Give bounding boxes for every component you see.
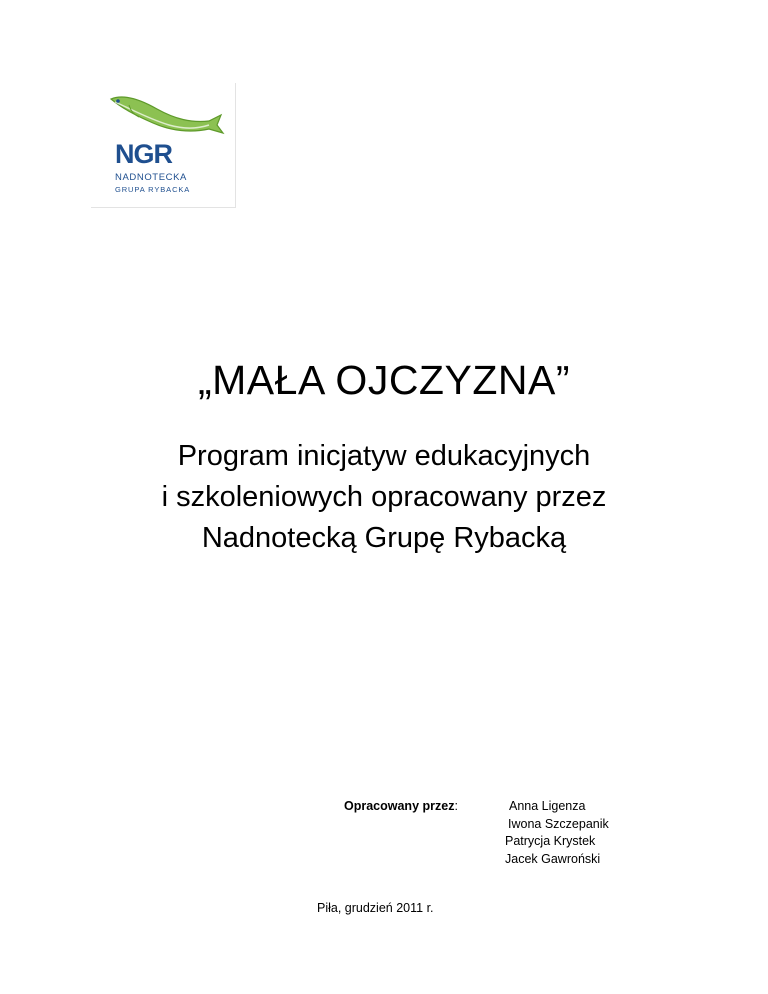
subtitle-line: Program inicjatyw edukacyjnych [177,440,591,472]
author-name: Anna Ligenza [509,799,586,813]
fish-logo-icon [91,83,235,207]
prepared-by-label-text: Opracowany przez [344,799,455,813]
ngr-logo [91,83,236,208]
logo-line1: NADNOTECKA [115,172,187,183]
logo-line2: GRUPA RYBACKA [115,185,191,194]
subtitle-line: i szkoleniowych opracowany przez [161,481,607,513]
subtitle-line: Nadnotecką Grupę Rybacką [201,522,567,554]
logo-monogram: NGR [115,139,172,169]
author-name: Patrycja Krystek [505,834,596,848]
author-name: Iwona Szczepanik [508,816,609,831]
author-name: Jacek Gawroński [505,851,601,866]
authors-list [500,798,609,868]
document-subtitle [0,436,768,559]
prepared-by-colon: : [454,799,458,813]
document-title: „MAŁA OJCZYZNA” [198,357,570,403]
place-and-date: Piła, grudzień 2011 r. [317,901,434,915]
prepared-by-label [344,798,458,814]
